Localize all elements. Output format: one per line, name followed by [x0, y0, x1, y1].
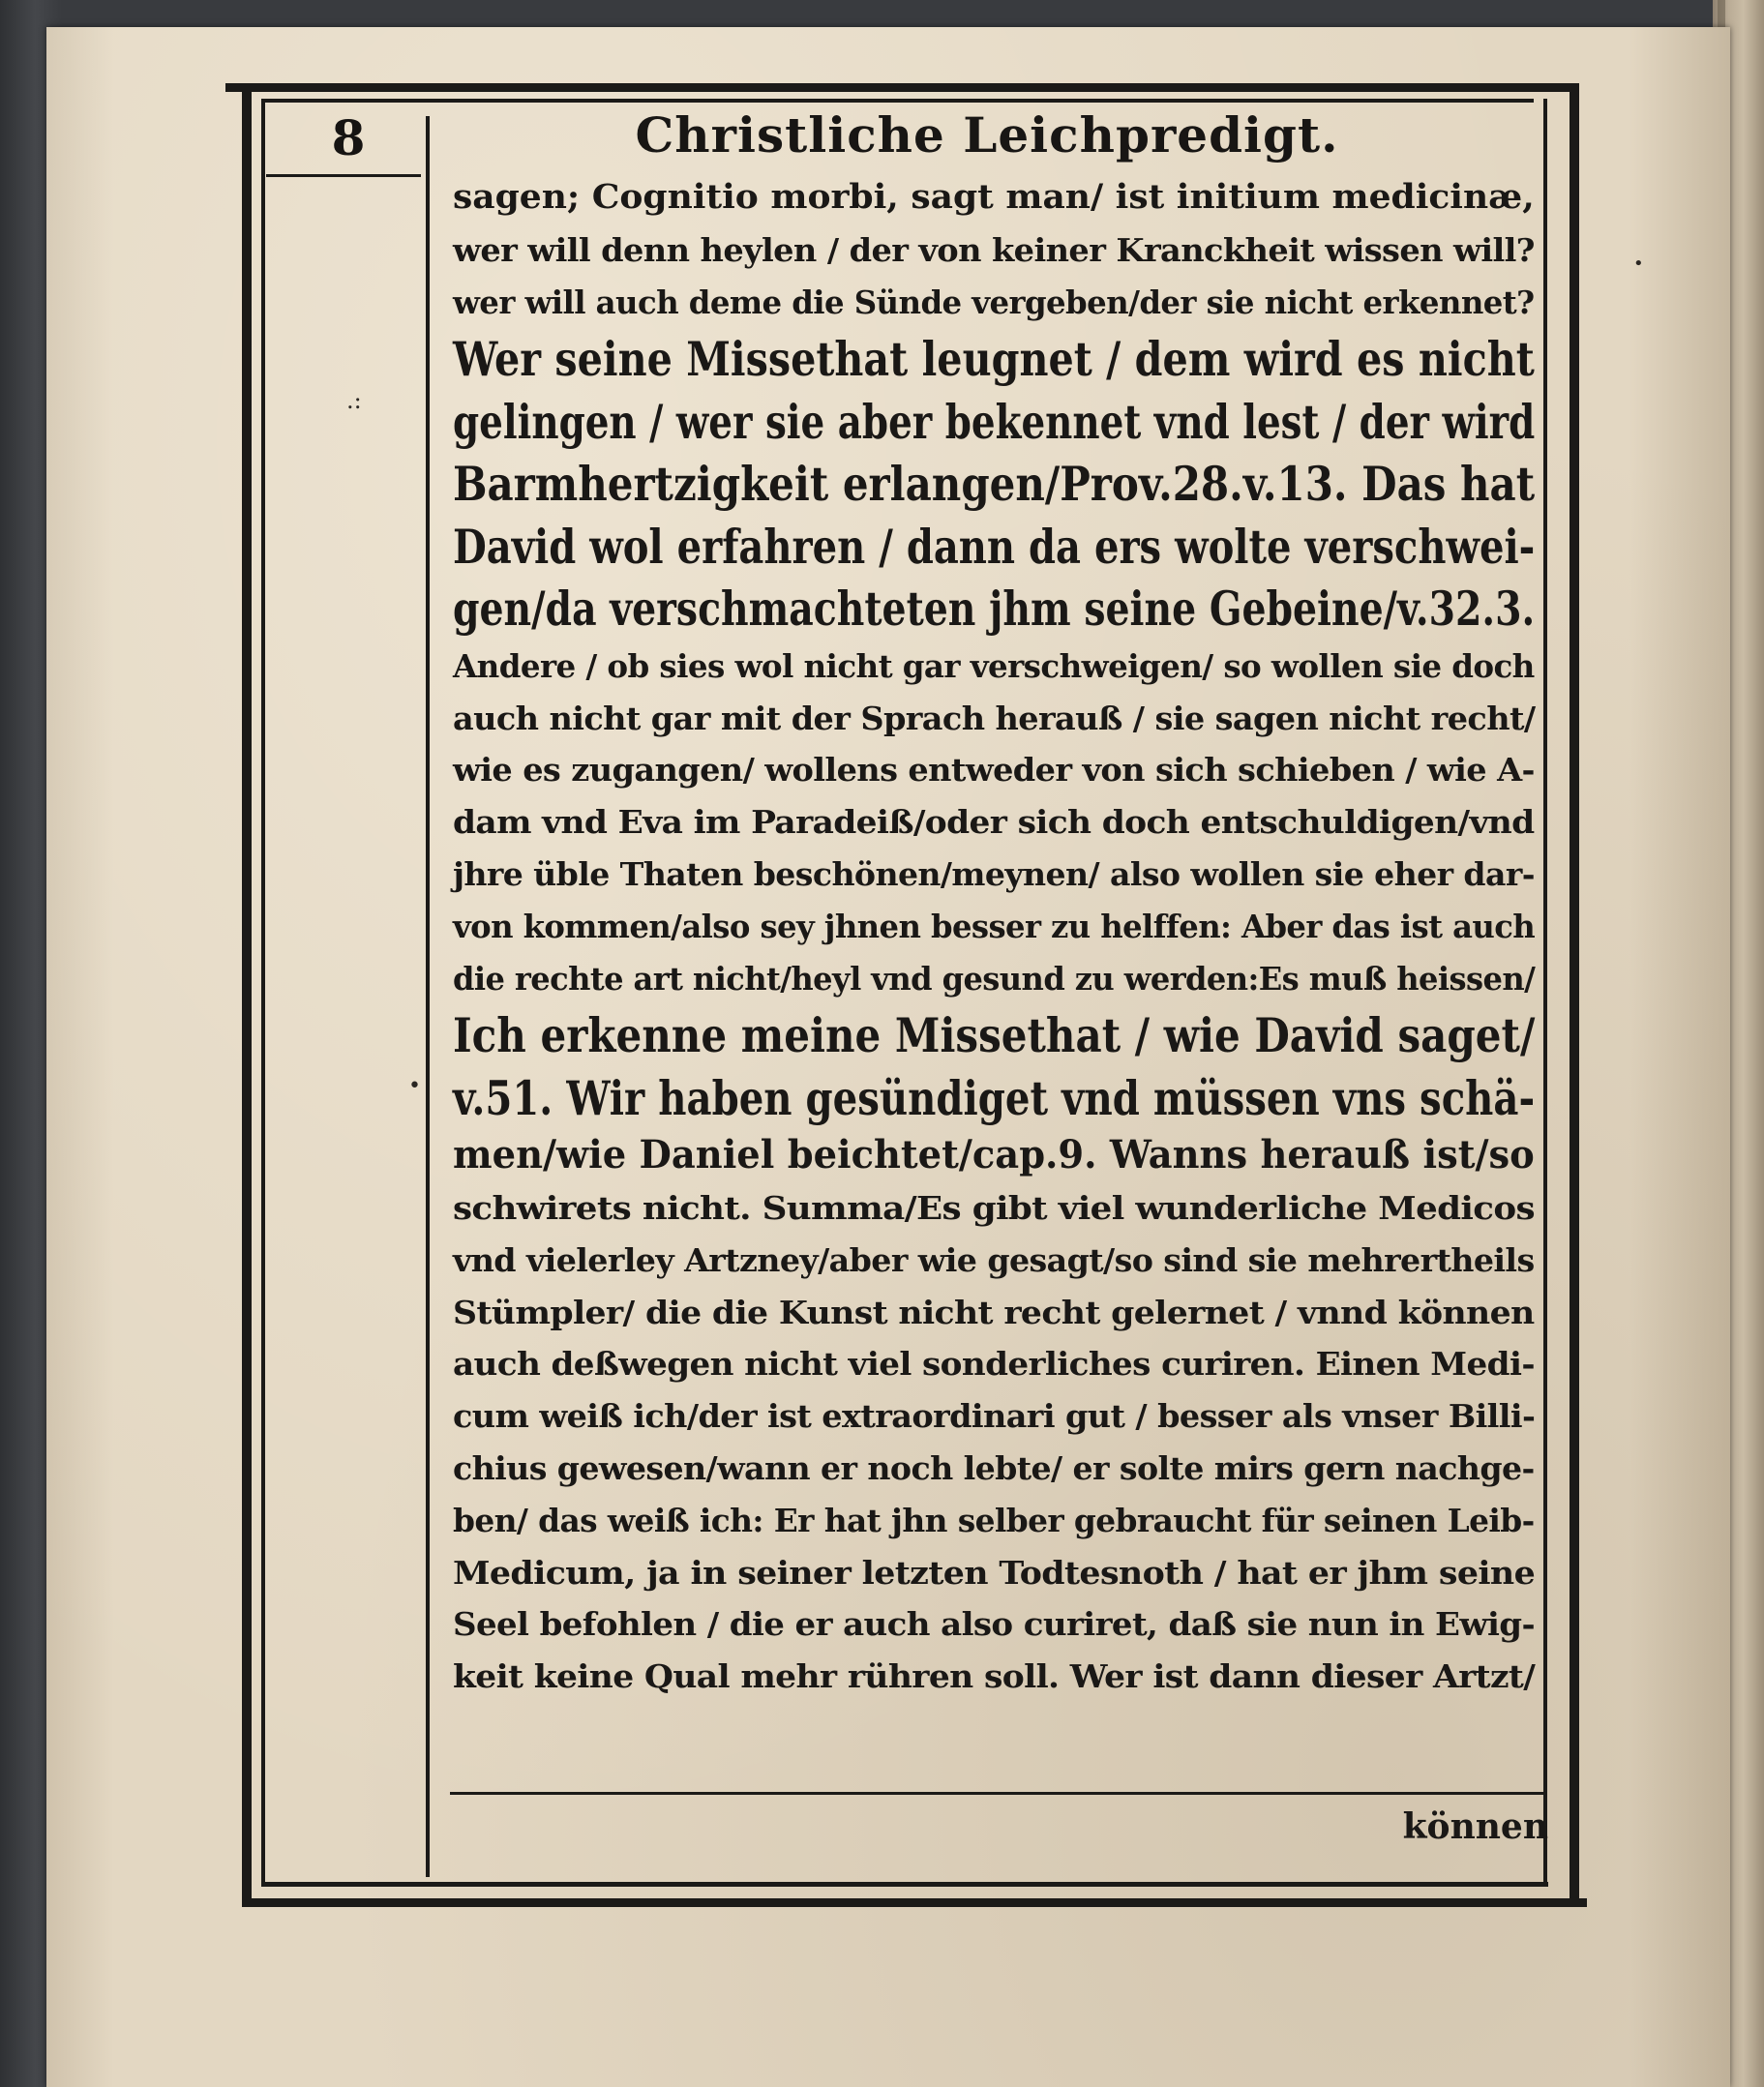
text-line: schwirets nicht. Summa/Es gibt viel wunderliche Medicos: [453, 1188, 1535, 1227]
text-line: David wol erfahren / dann da ers wolte verschwei-: [453, 518, 1536, 575]
text-line: die rechte art nicht/heyl vnd gesund zu werden:Es muß heissen/: [453, 959, 1536, 998]
text-line: Medicum, ja in seiner letzten Todtesnoth / hat er jhm seine: [453, 1553, 1536, 1592]
text-line: auch deßwegen nicht viel sonderliches curiren. Einen Medi-: [453, 1345, 1535, 1384]
margin-speck: •: [1633, 253, 1644, 274]
text-line: vnd vielerley Artzney/aber wie gesagt/so sind sie mehrertheils: [453, 1240, 1535, 1279]
frame-left-outer-rule: [242, 83, 252, 1907]
text-line: wie es zugangen/ wollens entweder von sich schieben / wie A-: [453, 751, 1535, 790]
text-line: Wer seine Missethat leugnet / dem wird es nicht: [453, 331, 1535, 388]
text-line: men/wie Daniel beichtet/cap.9. Wanns herauß ist/so: [453, 1132, 1535, 1178]
text-line: von kommen/also sey jhnen besser zu helffen: Aber das ist auch: [453, 907, 1536, 945]
text-line: cum weiß ich/der ist extraordinari gut / besser als vnser Billi-: [453, 1397, 1536, 1436]
text-line: chius gewesen/wann er noch lebte/ er solte mirs gern nachge-: [453, 1448, 1535, 1487]
text-line: jhre üble Thaten beschönen/meynen/ also wollen sie eher dar-: [453, 855, 1535, 894]
text-line: auch nicht gar mit der Sprach herauß / sie sagen nicht recht/: [453, 699, 1536, 737]
page-number: 8: [331, 109, 366, 166]
text-line: Seel befohlen / die er auch also curiret, daß sie nun in Ewig-: [453, 1605, 1536, 1644]
text-line: gen/da verschmachteten jhm seine Gebeine/v.32.3.: [453, 581, 1536, 638]
margin-column-rule: [426, 116, 430, 1877]
text-line: Ich erkenne meine Missethat / wie David saget/: [453, 1007, 1536, 1064]
text-line: Stümpler/ die die Kunst nicht recht gelernet / vnnd können: [453, 1293, 1535, 1331]
frame-left-inner-rule: [261, 99, 265, 1887]
sermon-text-block: [453, 172, 1535, 1703]
text-line: ben/ das weiß ich: Er hat jhn selber gebraucht für seinen Leib-: [453, 1501, 1535, 1539]
text-bottom-rule: [450, 1792, 1543, 1795]
text-line: wer will denn heylen / der von keiner Kranckheit wissen will?: [453, 230, 1535, 269]
margin-speck: .:: [346, 387, 362, 414]
text-line: gelingen / wer sie aber bekennet vnd lest / der wird: [453, 393, 1536, 450]
text-line: keit keine Qual mehr rühren soll. Wer ist dann dieser Artzt/: [453, 1657, 1536, 1696]
frame-right-outer-rule: [1570, 83, 1579, 1907]
frame-bottom-outer-rule: [242, 1898, 1587, 1907]
text-line: wer will auch deme die Sünde vergeben/der sie nicht erkennet?: [453, 283, 1535, 321]
text-line: sagen; Cognitio morbi, sagt man/ ist initium medicinæ,: [453, 178, 1535, 217]
text-line: dam vnd Eva im Paradeiß/oder sich doch entschuldigen/vnd: [453, 803, 1535, 842]
page-number-underline: [266, 174, 421, 177]
text-line: Andere / ob sies wol nicht gar verschweigen/ so wollen sie doch: [453, 646, 1535, 685]
frame-top-outer-rule: [225, 83, 1577, 92]
text-line: Barmhertzigkeit erlangen/Prov.28.v.13. Das hat: [453, 456, 1536, 513]
text-line: v.51. Wir haben gesündiget vnd müssen vns schä-: [453, 1069, 1536, 1126]
catchword: können: [1402, 1806, 1548, 1847]
running-head: Christliche Leichpredigt.: [635, 106, 1339, 164]
frame-bottom-inner-rule: [261, 1882, 1548, 1887]
margin-speck: •: [408, 1074, 421, 1098]
